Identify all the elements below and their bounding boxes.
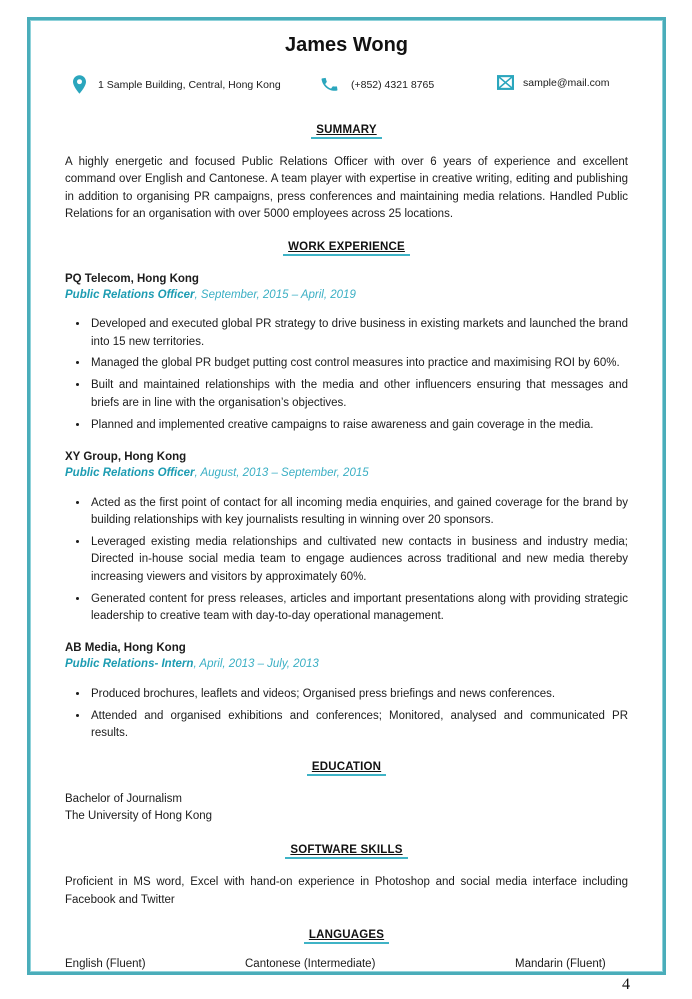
- phone-icon: [320, 75, 339, 94]
- job-title-line: [65, 656, 628, 673]
- company-name: XY Group, Hong Kong: [65, 451, 187, 464]
- bullet-item: • Acted as the first point of contact for all incoming media enquiries, and gained coverage for the brand by building relationships with key journalists resulting in winning over 20 sponsors.: [89, 495, 628, 530]
- education-section-heading: EDUCATION: [65, 757, 628, 776]
- job-title-line: [65, 465, 628, 482]
- bullet-item: • Managed the global PR budget putting cost control measures into practice and maximising ROI by 60%.: [89, 355, 628, 372]
- work-experience-section-heading: WORK EXPERIENCE: [65, 237, 628, 256]
- languages-section-heading: LANGUAGES: [65, 925, 628, 944]
- software-skills-section-heading: SOFTWARE SKILLS: [65, 840, 628, 859]
- bullet-item: • Produced brochures, leaflets and videos; Organised press briefings and news conferences.: [89, 686, 628, 703]
- resume-page: [27, 17, 666, 975]
- job-title-line: [65, 287, 628, 304]
- job-title: Public Relations Officer: [65, 288, 195, 301]
- summary-paragraph: A highly energetic and focused Public Relations Officer with over 6 years of experience and excellent command over English and Cantonese. A team player with expertise in creative writing, editing and publishing in addition to organising PR campaigns, press conferences and maintaining media relations. Handled Public Relations for an organisation with over 5000 employees across 25 locations.: [65, 156, 628, 221]
- company-name: PQ Telecom, Hong Kong: [65, 272, 199, 285]
- job-dates: , September, 2015 – April, 2019: [194, 288, 356, 301]
- language-item: Cantonese (Intermediate): [245, 958, 376, 971]
- job-title: Public Relations Officer: [65, 467, 195, 480]
- company-name: AB Media, Hong Kong: [65, 642, 186, 655]
- email-text: sample@mail.com: [523, 76, 610, 89]
- language-item: Mandarin (Fluent): [515, 958, 606, 971]
- envelope-icon: [497, 75, 514, 90]
- bullet-item: • Attended and organised exhibitions and conferences; Monitored, analysed and communicated PR results.: [89, 708, 628, 743]
- software-skills-paragraph: Proficient in MS word, Excel with hand-on experience in Photoshop and social media interface including Facebook and Twitter: [65, 876, 628, 906]
- job-entry: [65, 271, 628, 434]
- bullet-item: • Developed and executed global PR strategy to drive business in existing markets and launched the brand into 15 new territories.: [89, 316, 628, 351]
- education-details: [65, 791, 628, 826]
- contact-row: [65, 69, 628, 111]
- contact-address: [73, 75, 281, 94]
- page-title: James Wong: [285, 34, 408, 56]
- degree-line: Bachelor of Journalism: [65, 792, 182, 805]
- summary-section-heading: SUMMARY: [65, 120, 628, 139]
- bullet-item: • Generated content for press releases, articles and important presentations along with providing strategic leadership to creative team with day-to-day operational management.: [89, 591, 628, 626]
- contact-email: [497, 75, 610, 90]
- job-bullet-list: [65, 686, 628, 743]
- page-number: 4: [622, 976, 630, 993]
- phone-text: (+852) 4321 8765: [351, 78, 435, 91]
- job-bullet-list: [65, 316, 628, 434]
- address-text: 1 Sample Building, Central, Hong Kong: [98, 78, 281, 91]
- job-dates: , August, 2013 – September, 2015: [194, 467, 369, 480]
- bullet-item: • Leveraged existing media relationships and cultivated new contacts in business and industry media; Directed in-house social media team to engage audiences across traditional and new media thereby increasing viewers and visitors by approximately 60%.: [89, 534, 628, 586]
- university-line: The University of Hong Kong: [65, 810, 213, 823]
- job-bullet-list: [65, 495, 628, 626]
- languages-row: [65, 958, 628, 975]
- location-pin-icon: [73, 75, 86, 94]
- bullet-item: • Built and maintained relationships with the media and other influencers ensuring that messages and briefs are in line with the organisation’s objectives.: [89, 377, 628, 412]
- job-title: Public Relations- Intern: [65, 658, 194, 671]
- job-dates: , April, 2013 – July, 2013: [193, 658, 319, 671]
- job-entry: [65, 640, 628, 742]
- contact-phone: [320, 75, 434, 94]
- language-item: English (Fluent): [65, 958, 146, 971]
- job-entry: [65, 449, 628, 625]
- bullet-item: • Planned and implemented creative campaigns to raise awareness and gain coverage in the media.: [89, 417, 628, 434]
